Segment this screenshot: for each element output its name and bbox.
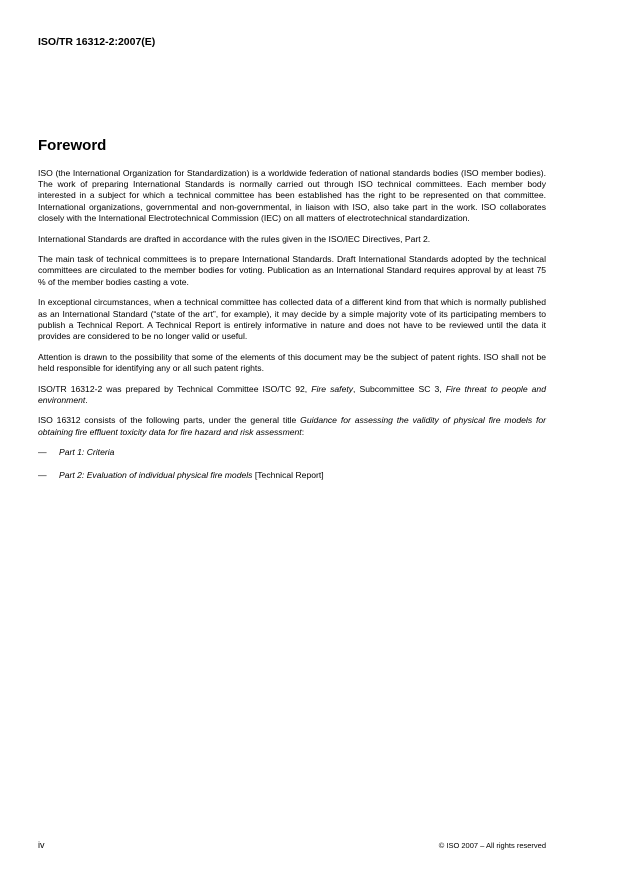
paragraph: International Standards are drafted in accordance with the rules given in the ISO/IEC Directives, Part 2. (38, 233, 431, 244)
page-number: iv (38, 840, 45, 850)
subcommittee-title: Fire threat to people and environment (38, 383, 546, 405)
text-span: ISO/TR 16312-2 was prepared by Technical Committee ISO/TC 92, (38, 383, 312, 394)
part-2-entry (59, 470, 324, 481)
text-span: , Subcommittee SC 3, (353, 383, 446, 394)
text-span: : (301, 426, 305, 437)
paragraph: ISO (the International Organization for Standardization) is a worldwide federation of national standards bodies (ISO member bodies). The work of preparing International Standards is normally carried out through ISO technical committees. Each member body interested in a subject for which a technical committee has been established has the right to be represented on that committee. International organizations, governmental and non-governmental, in liaison with ISO, also take part in the work. ISO collaborates closely with the International Electrotechnical Commission (IEC) on all matters of electrotechnical standardization. (38, 168, 546, 223)
paragraph: The main task of technical committees is to prepare International Standards. Draft International Standards adopted by the technical committees are circulated to the member bodies for voting. Publication as an International Standard requires approval by at least 75 % of the member bodies casting a vote. (38, 254, 546, 287)
part-2-note: [Technical Report] (252, 469, 324, 480)
page-title: Foreword (38, 137, 107, 154)
committee-title: Fire safety (311, 383, 354, 394)
dash-bullet: — (38, 469, 47, 480)
list-item (38, 470, 546, 481)
copyright-notice: © ISO 2007 – All rights reserved (438, 841, 546, 850)
foreword-body (38, 168, 546, 492)
document-id: ISO/TR 16312-2:2007(E) (38, 36, 156, 48)
dash-bullet: — (38, 447, 47, 458)
paragraph: Attention is drawn to the possibility that some of the elements of this document may be the subject of patent rights. ISO shall not be held responsible for identifying any or all such patent rights. (38, 351, 546, 373)
paragraph (38, 415, 546, 437)
general-title: Guidance for assessing the validity of physical fire models for obtaining fire effluent toxicity data for fire hazard and risk assessment (38, 415, 546, 437)
text-span: ISO 16312 consists of the following parts, under the general title (38, 415, 301, 426)
list-item (38, 447, 546, 458)
part-1-title: Part 1: Criteria (59, 447, 115, 458)
paragraph (38, 384, 546, 406)
text-span: . (85, 394, 88, 405)
part-2-title: Part 2: Evaluation of individual physical fire models (59, 469, 253, 480)
paragraph: In exceptional circumstances, when a technical committee has collected data of a different kind from that which is normally published as an International Standard (“state of the art”, for example), it may decide by a simple majority vote of its participating members to publish a Technical Report. A Technical Report is entirely informative in nature and does not have to be reviewed until the data it provides are considered to be no longer valid or useful. (38, 297, 546, 341)
